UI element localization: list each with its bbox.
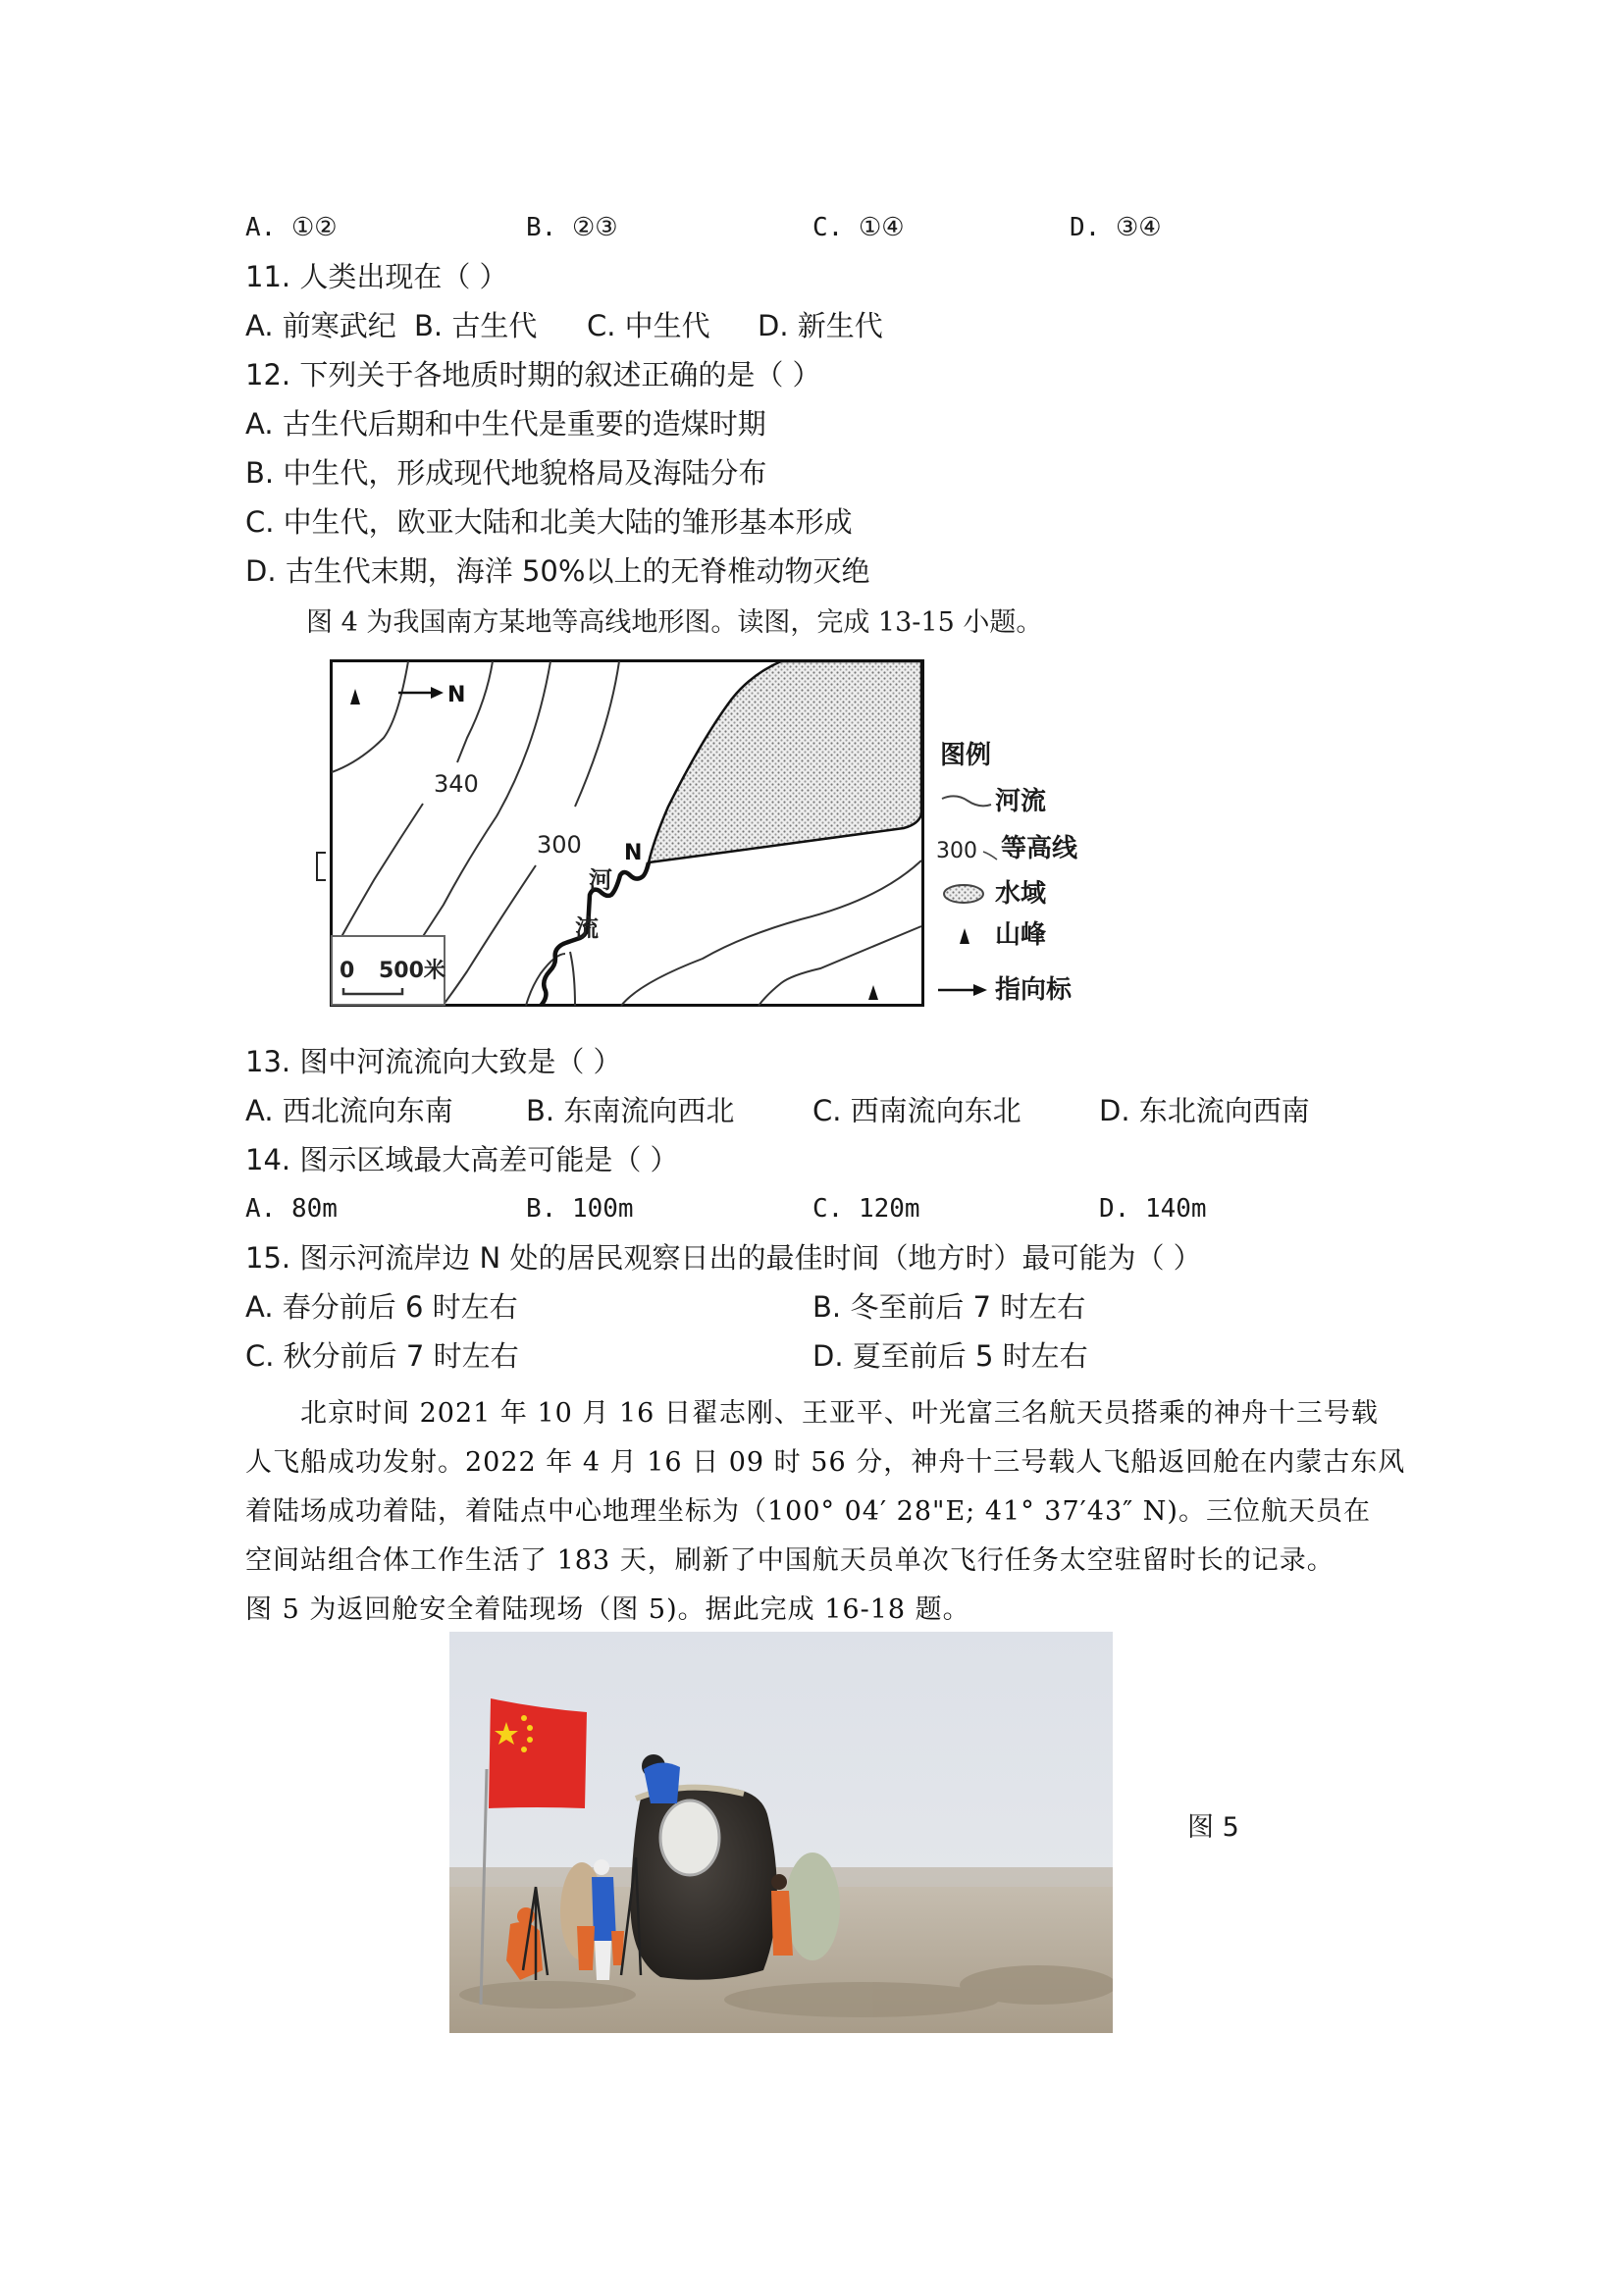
q12-option-a: A. 古生代后期和中生代是重要的造煤时期: [245, 407, 766, 441]
q10-option-c: C. ①④: [812, 213, 905, 242]
q15-option-c: C. 秋分前后 7 时左右: [245, 1339, 519, 1373]
q15-option-a: A. 春分前后 6 时左右: [245, 1290, 518, 1324]
scale-value-label: 500米: [379, 959, 445, 983]
q12-option-c: C. 中生代，欧亚大陆和北美大陆的雏形基本形成: [245, 505, 853, 539]
contour-map: [330, 659, 924, 1007]
contour-label-300: 300: [537, 831, 582, 859]
q13-option-b: B. 东南流向西北: [526, 1094, 735, 1127]
passage-line: 人飞船成功发射。2022 年 4 月 16 日 09 时 56 分，神舟十三号载人飞船返回舱在内蒙古东风: [245, 1447, 1406, 1478]
q14-option-b: B. 100m: [526, 1194, 634, 1224]
q10-option-d: D. ③④: [1070, 213, 1162, 242]
river-label-he: 河: [589, 866, 612, 894]
north-arrow-label: N: [447, 683, 466, 707]
flag-small-star-icon: [521, 1747, 527, 1752]
capsule-hatch: [660, 1800, 719, 1875]
q15-option-b: B. 冬至前后 7 时左右: [812, 1290, 1086, 1324]
q11-stem: 11. 人类出现在（ ）: [245, 260, 508, 293]
legend-item-river: 河流: [940, 781, 1046, 820]
legend-item-contour: 300 等高线: [932, 828, 1077, 867]
q14-option-d: D. 140m: [1099, 1194, 1207, 1224]
legend-item-arrow: 指向标: [936, 969, 1072, 1009]
q11-option-c: C. 中生代: [587, 309, 710, 342]
passage-line: 北京时间 2021 年 10 月 16 日翟志刚、王亚平、叶光富三名航天员搭乘的神舟十三号载: [245, 1398, 1379, 1429]
contour-symbol-icon: [932, 834, 1001, 863]
river-label-liu: 流: [575, 914, 599, 942]
q12-option-d: D. 古生代末期，海洋 50%以上的无脊椎动物灭绝: [245, 554, 870, 588]
point-n-label: N: [624, 841, 643, 865]
water-symbol-icon: [940, 879, 995, 909]
passage: [245, 1389, 1406, 1635]
q15-stem: 15. 图示河流岸边 N 处的居民观察日出的最佳时间（地方时）最可能为（ ）: [245, 1241, 1202, 1275]
q13-option-a: A. 西北流向东南: [245, 1094, 453, 1127]
river-symbol-icon: [940, 787, 995, 816]
figure4-intro: 图 4 为我国南方某地等高线地形图。读图，完成 13-15 小题。: [306, 607, 1043, 638]
q14-option-a: A. 80m: [245, 1194, 338, 1224]
passage-line: 空间站组合体工作生活了 183 天，刷新了中国航天员单次飞行任务太空驻留时长的记录。: [245, 1545, 1335, 1576]
legend-item-peak: 山峰: [940, 914, 1046, 954]
q11-option-d: D. 新生代: [758, 309, 883, 342]
figure5-landing-photo: [449, 1632, 1113, 2033]
flag-small-star-icon: [527, 1737, 533, 1743]
q15-option-d: D. 夏至前后 5 时左右: [812, 1339, 1088, 1373]
q14-stem: 14. 图示区域最大高差可能是（ ）: [245, 1143, 679, 1176]
china-flag: [489, 1698, 587, 1808]
passage-line: 着陆场成功着陆，着陆点中心地理坐标为（100° 04′ 28"E; 41° 37′43″ N)。三位航天员在: [245, 1496, 1371, 1527]
q12-stem: 12. 下列关于各地质时期的叙述正确的是（ ）: [245, 358, 821, 391]
q14-option-c: C. 120m: [812, 1194, 920, 1224]
q13-stem: 13. 图中河流流向大致是（ ）: [245, 1045, 622, 1078]
flag-small-star-icon: [521, 1715, 527, 1721]
q13-option-c: C. 西南流向东北: [812, 1094, 1021, 1127]
q12-option-b: B. 中生代，形成现代地貌格局及海陆分布: [245, 456, 767, 490]
q13-option-d: D. 东北流向西南: [1099, 1094, 1310, 1127]
arrow-symbol-icon: [936, 975, 995, 1005]
q11-option-b: B. 古生代: [414, 309, 538, 342]
q10-option-b: B. ②③: [526, 213, 618, 242]
peak-symbol-icon: [940, 920, 995, 950]
svg-text:300: 300: [936, 838, 977, 863]
flag-small-star-icon: [527, 1725, 533, 1731]
legend-title: 图例: [940, 741, 992, 770]
passage-line: 图 5 为返回舱安全着陆现场（图 5)。据此完成 16-18 题。: [245, 1594, 970, 1625]
q11-option-a: A. 前寒武纪: [245, 309, 396, 342]
scale-zero-label: 0: [340, 959, 355, 983]
parachute-dish: [785, 1852, 840, 1960]
broken-glyph-mark: [316, 852, 326, 881]
q10-option-a: A. ①②: [245, 213, 338, 242]
figure5-label: 图 5: [1187, 1812, 1239, 1843]
legend-item-water: 水域: [940, 873, 1046, 913]
contour-label-340: 340: [434, 770, 479, 798]
